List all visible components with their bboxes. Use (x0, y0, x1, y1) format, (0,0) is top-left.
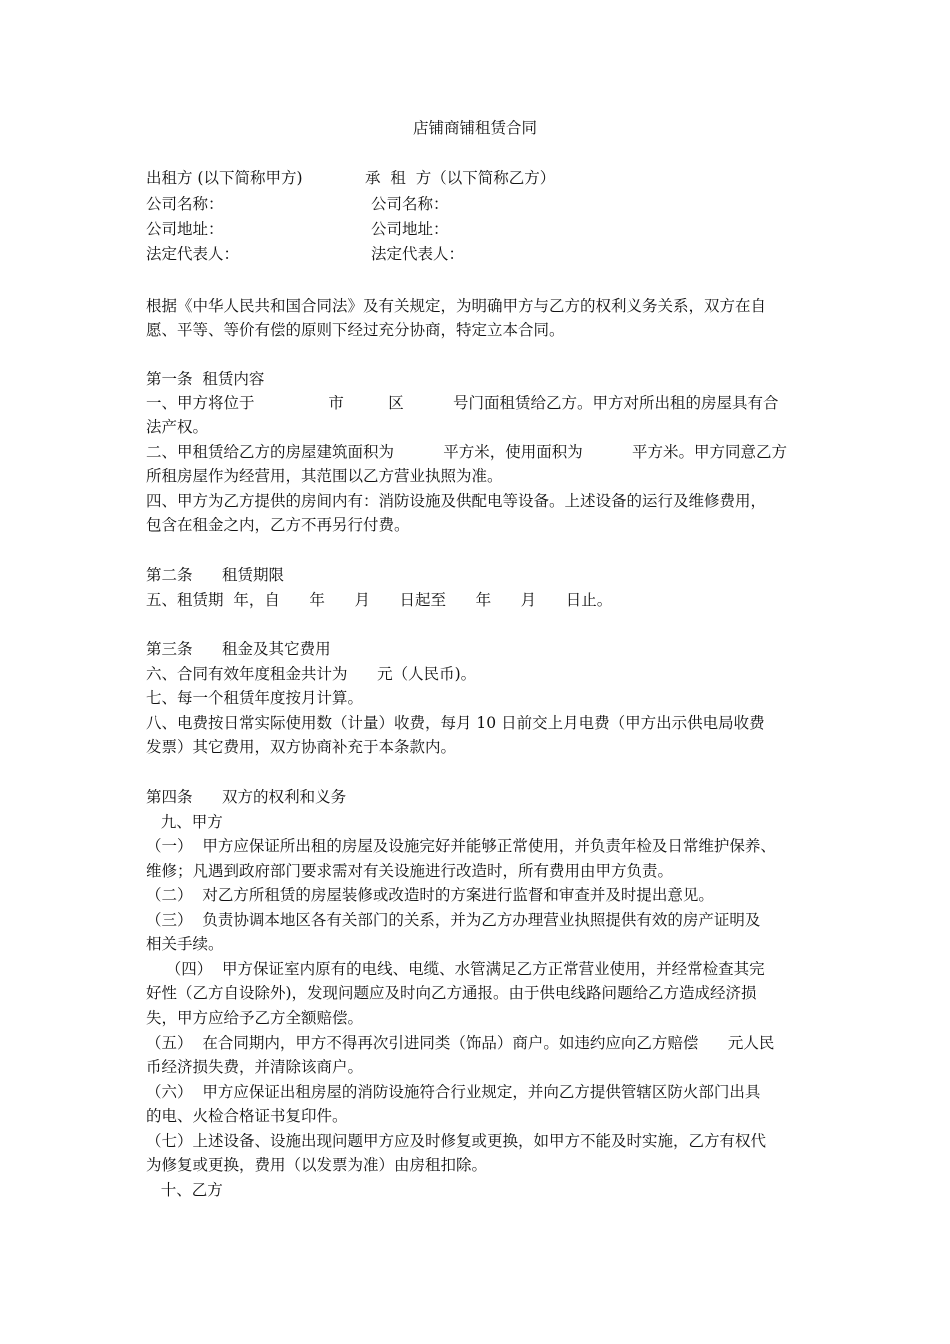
article-3-line: 八、电费按日常实际使用数（计量）收费，每月 10 日前交上月电费（甲方出示供电局收费 (146, 714, 765, 732)
lessee-legal-rep: 法定代表人： (371, 245, 465, 263)
article-3-line: 六、合同有效年度租金共计为 元（人民币)。 (146, 665, 477, 683)
article-3-line: 发票）其它费用，双方协商补充于本条款内。 (146, 738, 457, 756)
lessee-company-name: 公司名称： (371, 195, 449, 213)
article-1-line: 一、甲方将位于 市 区 号门面租赁给乙方。甲方对所出租的房屋具有合 (146, 394, 779, 412)
article-4-line: 十、乙方 (146, 1181, 223, 1199)
article-1-line: 二、甲租赁给乙方的房屋建筑面积为 平方米，使用面积为 平方米。甲方同意乙方 (146, 443, 788, 461)
article-4-line: （六） 甲方应保证出租房屋的消防设施符合行业规定，并向乙方提供管辖区防火部门出具 (146, 1083, 761, 1101)
article-4-line: （四） 甲方保证室内原有的电线、电缆、水管满足乙方正常营业使用，并经常检查其完 (146, 960, 765, 978)
lessor-company-name: 公司名称： (146, 195, 224, 213)
article-4-line: （二） 对乙方所租赁的房屋装修或改造时的方案进行监督和审查并及时提出意见。 (146, 886, 714, 904)
article-3-line: 七、每一个租赁年度按月计算。 (146, 689, 364, 707)
article-2-line: 五、租赁期 年，自 年 月 日起至 年 月 日止。 (146, 591, 613, 609)
article-4-line: 维修；凡遇到政府部门要求需对有关设施进行改造时，所有费用由甲方负责。 (146, 862, 674, 880)
lessor-heading: 出租方 (以下简称甲方) (146, 169, 303, 187)
article-4-line: （五） 在合同期内，甲方不得再次引进同类（饰品）商户。如违约应向乙方赔偿 元人民 (146, 1034, 775, 1052)
document-title: 店铺商铺租赁合同 (412, 119, 537, 137)
article-4-line: 的电、火检合格证书复印件。 (146, 1107, 348, 1125)
lessee-heading: 承 租 方（以下简称乙方） (365, 169, 556, 187)
article-1-line: 所租房屋作为经营用，其范围以乙方营业执照为准。 (146, 467, 503, 485)
preamble-line: 根据《中华人民共和国合同法》及有关规定，为明确甲方与乙方的权利义务关系，双方在自 (146, 297, 767, 315)
article-4-line: （三） 负责协调本地区各有关部门的关系，并为乙方办理营业执照提供有效的房产证明及 (146, 911, 761, 929)
article-4-line: 好性（乙方自设除外)，发现问题应及时向乙方通报。由于供电线路问题给乙方造成经济损 (146, 984, 757, 1002)
article-4-line: 九、甲方 (146, 813, 223, 831)
article-2-heading: 第二条 租赁期限 (146, 566, 285, 584)
article-1-line: 法产权。 (146, 418, 209, 436)
article-1-line: 四、甲方为乙方提供的房间内有：消防设施及供配电等设备。上述设备的运行及维修费用， (146, 492, 767, 510)
lessor-company-address: 公司地址： (146, 220, 224, 238)
article-4-heading: 第四条 双方的权利和义务 (146, 788, 347, 806)
article-1-heading: 第一条 租赁内容 (146, 370, 265, 388)
article-3-heading: 第三条 租金及其它费用 (146, 640, 331, 658)
lessor-legal-rep: 法定代表人： (146, 245, 240, 263)
article-4-line: （七）上述设备、设施出现问题甲方应及时修复或更换，如甲方不能及时实施，乙方有权代 (146, 1132, 767, 1150)
article-4-line: 为修复或更换，费用（以发票为准）由房租扣除。 (146, 1156, 488, 1174)
article-4-line: 失，甲方应给予乙方全额赔偿。 (146, 1009, 364, 1027)
article-4-line: 相关手续。 (146, 935, 224, 953)
article-4-line: （一） 甲方应保证所出租的房屋及设施完好并能够正常使用，并负责年检及日常维护保养、 (146, 837, 776, 855)
preamble-line: 愿、平等、等价有偿的原则下经过充分协商，特定立本合同。 (146, 321, 565, 339)
article-1-line: 包含在租金之内，乙方不再另行付费。 (146, 516, 410, 534)
article-4-line: 币经济损失费，并清除该商户。 (146, 1058, 364, 1076)
lessee-company-address: 公司地址： (371, 220, 449, 238)
